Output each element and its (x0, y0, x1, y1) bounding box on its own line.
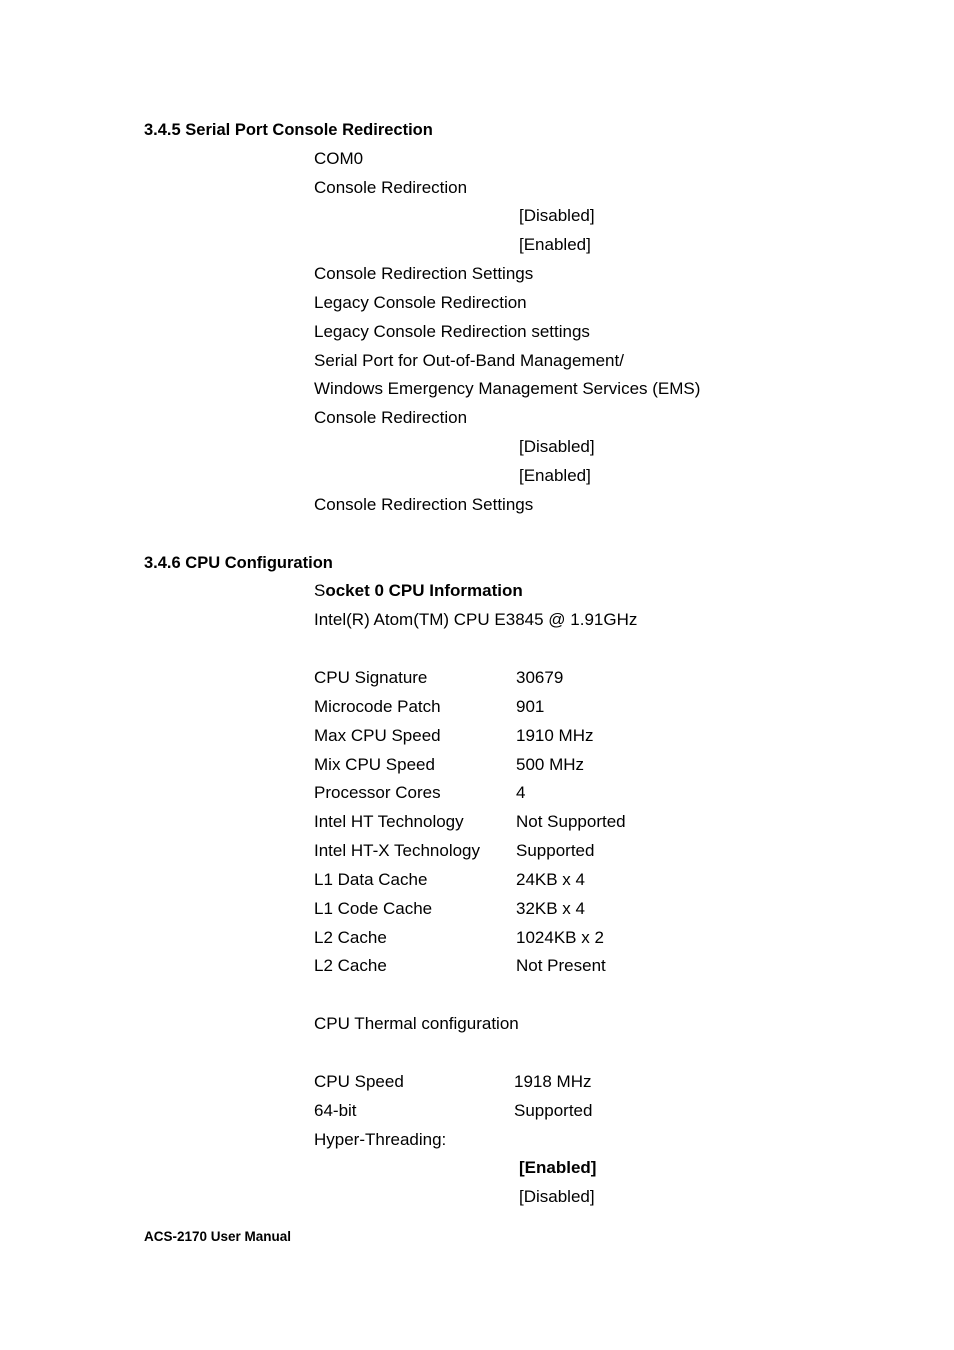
cpu-info-value: 1024KB x 2 (516, 928, 604, 947)
cpu-info-label: L2 Cache (314, 956, 387, 975)
legacy-console-redirection-label: Legacy Console Redirection (314, 293, 527, 312)
64bit-label: 64-bit (314, 1101, 357, 1120)
option-enabled: [Enabled] (519, 235, 591, 254)
cpu-info-value: 4 (516, 783, 526, 802)
cpu-info-label: Intel HT Technology (314, 812, 464, 831)
cpu-info-value: Not Supported (516, 812, 626, 831)
socket-info-rest: ocket 0 CPU Information (325, 581, 523, 600)
cpu-info-label: Intel HT-X Technology (314, 841, 480, 860)
cpu-info-value: 32KB x 4 (516, 899, 585, 918)
serial-port-oob-label-line2: Windows Emergency Management Services (EMS) (314, 379, 701, 398)
cpu-info-value: 24KB x 4 (516, 870, 585, 889)
cpu-info-label: Microcode Patch (314, 697, 441, 716)
socket-cpu-information-heading (314, 581, 523, 601)
cpu-info-value: Not Present (516, 956, 606, 975)
cpu-info-value: 901 (516, 697, 545, 716)
console-redirection-settings-label: Console Redirection Settings (314, 495, 534, 514)
cpu-info-label: L1 Data Cache (314, 870, 428, 889)
legacy-console-redirection-settings-label: Legacy Console Redirection settings (314, 322, 590, 341)
option-disabled: [Disabled] (519, 206, 595, 225)
footer-manual-title: ACS-2170 User Manual (144, 1229, 292, 1244)
cpu-info-label: Max CPU Speed (314, 726, 441, 745)
section-heading-serial-port-console-redirection: 3.4.5 Serial Port Console Redirection (144, 121, 433, 139)
option-disabled: [Disabled] (519, 1187, 595, 1206)
com0-label: COM0 (314, 149, 364, 168)
cpu-info-value: 500 MHz (516, 755, 585, 774)
cpu-info-value: 1910 MHz (516, 726, 594, 745)
section-heading-cpu-configuration: 3.4.6 CPU Configuration (144, 554, 333, 572)
cpu-model: Intel(R) Atom(TM) CPU E3845 @ 1.91GHz (314, 610, 638, 629)
socket-info-first-letter: S (314, 581, 326, 600)
serial-port-oob-label-line1: Serial Port for Out-of-Band Management/ (314, 351, 624, 370)
cpu-info-label: Mix CPU Speed (314, 755, 435, 774)
cpu-info-label: L1 Code Cache (314, 899, 433, 918)
cpu-info-label: Processor Cores (314, 783, 441, 802)
console-redirection-label: Console Redirection (314, 408, 468, 427)
console-redirection-settings-label: Console Redirection Settings (314, 264, 534, 283)
cpu-speed-value: 1918 MHz (514, 1072, 592, 1091)
hyper-threading-label: Hyper-Threading: (314, 1130, 447, 1149)
cpu-info-label: CPU Signature (314, 668, 428, 687)
cpu-info-value: 30679 (516, 668, 564, 687)
cpu-info-label: L2 Cache (314, 928, 387, 947)
cpu-info-value: Supported (516, 841, 595, 860)
cpu-thermal-configuration-label: CPU Thermal configuration (314, 1014, 519, 1033)
cpu-speed-label: CPU Speed (314, 1072, 404, 1091)
option-enabled: [Enabled] (519, 466, 591, 485)
option-disabled: [Disabled] (519, 437, 595, 456)
console-redirection-label: Console Redirection (314, 178, 468, 197)
64bit-value: Supported (514, 1101, 593, 1120)
option-enabled-default: [Enabled] (519, 1158, 597, 1177)
